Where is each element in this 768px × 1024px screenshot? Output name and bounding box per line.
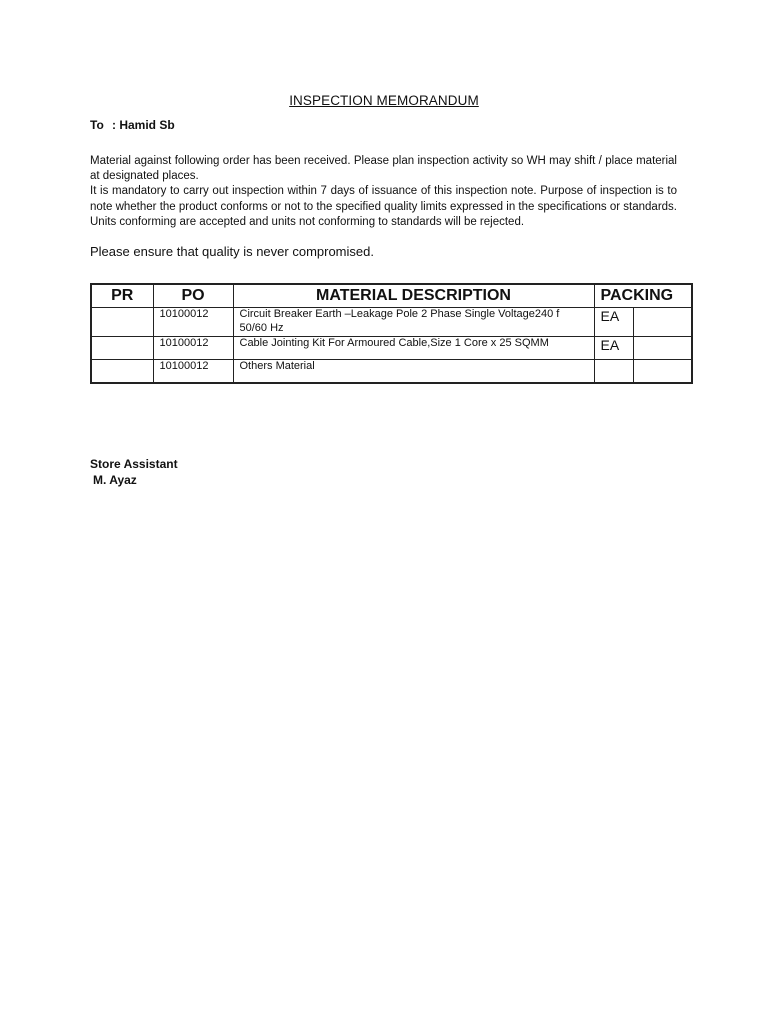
cell-po: 10100012: [153, 337, 233, 360]
memo-body: [90, 154, 677, 230]
body-paragraph-1: Material against following order has been received. Please plan inspection activity so WH may shift / place material at designated places.: [90, 155, 677, 183]
cell-pr: [91, 308, 153, 337]
to-label: To: [90, 118, 104, 132]
cell-description: Others Material: [233, 360, 594, 384]
cell-pr: [91, 337, 153, 360]
table-row: [91, 308, 692, 337]
recipient-line: [90, 118, 175, 132]
header-packing: PACKING: [594, 284, 692, 308]
body-paragraph-2: It is mandatory to carry out inspection within 7 days of issuance of this inspection note. Purpose of inspection is to note whether the product conforms or not to the specified quality limits expressed in the specifications or standards. Units conforming are accepted and units not conforming to standards will be rejected.: [90, 185, 677, 228]
header-po: PO: [153, 284, 233, 308]
cell-po: 10100012: [153, 360, 233, 384]
signatory-name: M. Ayaz: [93, 472, 137, 487]
memo-title: INSPECTION MEMORANDUM: [289, 93, 479, 108]
cell-extra: [633, 360, 692, 384]
table-row: [91, 337, 692, 360]
cell-packing: EA: [594, 337, 633, 360]
table-row: [91, 360, 692, 384]
cell-packing: EA: [594, 308, 633, 337]
table-header-row: [91, 284, 692, 308]
signature-block: [90, 457, 178, 488]
recipient-name: : Hamid Sb: [112, 118, 175, 132]
signatory-role: Store Assistant: [90, 457, 178, 471]
cell-pr: [91, 360, 153, 384]
cell-po: 10100012: [153, 308, 233, 337]
quality-note: Please ensure that quality is never compromised.: [90, 244, 374, 259]
cell-extra: [633, 337, 692, 360]
cell-packing: [594, 360, 633, 384]
cell-description: Circuit Breaker Earth –Leakage Pole 2 Phase Single Voltage240 f 50/60 Hz: [233, 308, 594, 337]
header-material-description: MATERIAL DESCRIPTION: [233, 284, 594, 308]
header-pr: PR: [91, 284, 153, 308]
materials-table: [90, 283, 693, 384]
cell-extra: [633, 308, 692, 337]
cell-description: Cable Jointing Kit For Armoured Cable,Size 1 Core x 25 SQMM: [233, 337, 594, 360]
